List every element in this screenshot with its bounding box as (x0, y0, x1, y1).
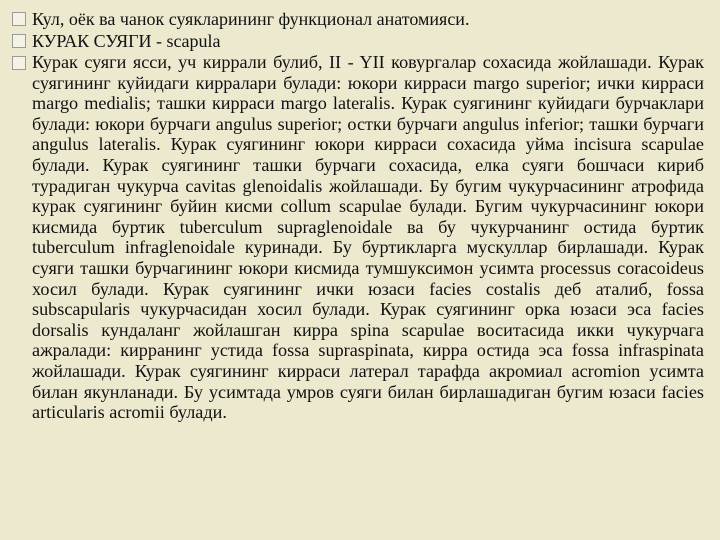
bullet-item-subtitle (12, 30, 708, 52)
bullet-text: Кул, оёк ва чанок суякларининг функционал анатомияси. (32, 9, 470, 29)
bullet-square-icon (12, 34, 26, 48)
bullet-item-paragraph (12, 52, 708, 423)
bullet-square-icon (12, 12, 26, 26)
bullet-item-title (12, 8, 708, 30)
bullet-square-icon (12, 56, 26, 70)
body-paragraph: Курак суяги ясси, уч киррали булиб, II - YII ковургалар сохасида жойлашади. Курак суягининг куйидаги кирралари булади: юкори кирраси margo superior; ички кирраси margo medialis; ташки кирраси margo lateralis. Курак суягининг куйидаги бурчаклари булади: юкори бурчаги angulus superior; остки бурчаги angulus inferior; ташки бурчаги angulus lateralis. Курак суягининг юкори кирраси сохасида уйма incisura scapulae булади. Курак суягининг ташки бурчаги сохасида, елка суяги бошчаси кириб турадиган чукурча cavitas glenoidalis жойлашади. Бу бугим чукурчасининг атрофида курак суягининг буйин кисми collum scapulae булади. Бугим чукурчасининг юкори кисмида буртик tuberculum supraglenoidale ва бу чукурчанинг остида буртик tuberculum infraglenoidale куринади. Бу буртикларга мускуллар бирлашади. Курак суяги ташки бурчагининг юкори кисмида тумшуксимон усимта processus coracoideus хосил булади. Курак суягининг ички юзаси facies costalis деб аталиб, fossa subscapularis чукурчасидан хосил булади. Курак суягининг орка юзаси эса facies dorsalis кундаланг жойлашган кирра spina scapulae воситасида икки чукурчага ажралади: кирранинг устида fossa supraspinata, кирра остида эса fossa infraspinata жойлашади. Курак суягининг кирраси латерал тарафда акромиал acromion усимта билан якунланади. Бу усимтада умров суяги билан бирлашадиган бугим юзаси facies articularis acromii булади. (32, 52, 704, 423)
bullet-text: КУРАК СУЯГИ - scapula (32, 31, 221, 51)
